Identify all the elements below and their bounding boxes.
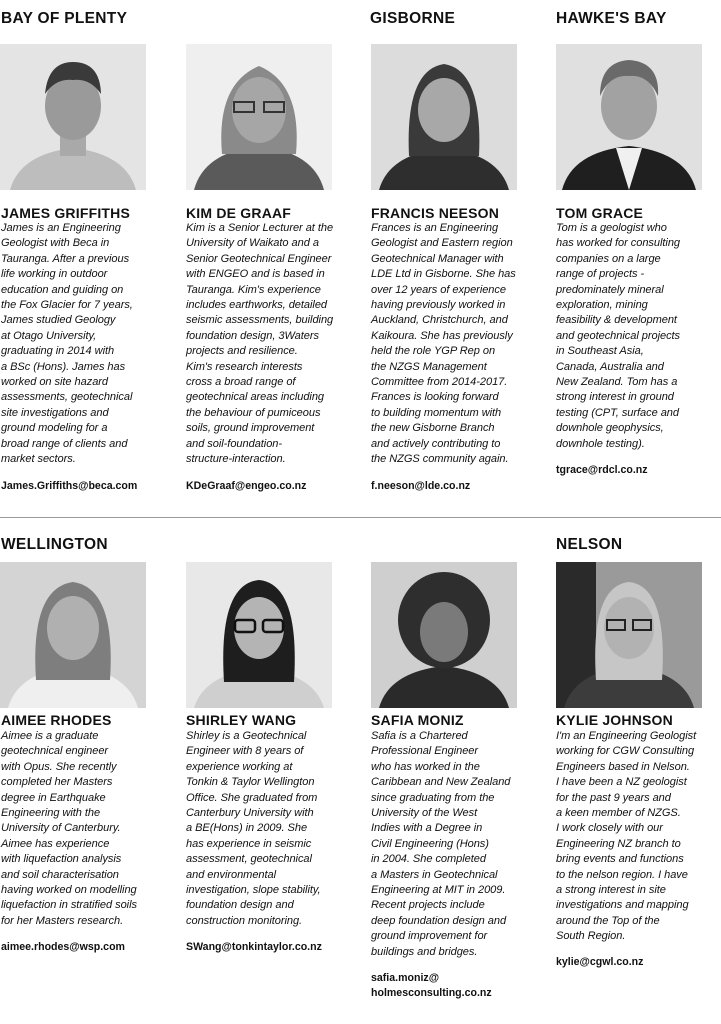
person-name: JAMES GRIFFITHS xyxy=(1,205,131,221)
person-bio: Kim is a Senior Lecturer at the University of Waikato and a Senior Geotechnical Engineer with ENGEO and is based in Tauranga. Kim's experience includes earthworks, detailed seismic assessments, building foundation design, 3Waters projects and resilience. Kim's research interests cross a broad range of geotechnical areas including the behaviour of pumiceous soils, ground improvement and soil-foundation- structure-interaction. xyxy=(186,222,334,466)
email-link[interactable]: James.Griffiths@beca.com xyxy=(1,480,138,492)
email-link[interactable]: kylie@cgwl.co.nz xyxy=(556,956,644,968)
person-name: FRANCIS NEESON xyxy=(371,205,500,221)
photo-aimee-rhodes xyxy=(0,562,146,708)
section-divider xyxy=(0,517,721,518)
photo-safia-moniz xyxy=(371,562,517,708)
photo-tom-grace xyxy=(556,44,702,190)
photo-francis-neeson xyxy=(371,44,517,190)
person-name: TOM GRACE xyxy=(556,205,644,221)
person-name: KYLIE JOHNSON xyxy=(556,712,673,728)
person-name: SHIRLEY WANG xyxy=(186,712,297,728)
photo-james-griffiths xyxy=(0,44,146,190)
region-heading-wellington: WELLINGTON xyxy=(1,536,108,553)
person-name: SAFIA MONIZ xyxy=(371,712,464,728)
person-bio: Safia is a Chartered Professional Engineer who has worked in the Caribbean and New Zealand since graduating from the University of the West Indies with a Degree in Civil Engineering (Hons) in 2004. She completed a Masters in Geotechnical Engineering at MIT in 2009. Recent projects include deep foundation design and ground improvement for buildings and bridges. xyxy=(371,730,511,958)
person-bio: Aimee is a graduate geotechnical engineer with Opus. She recently completed her Masters degree in Earthquake Engineering with the University of Canterbury. Aimee has experience with liquefaction analysis and soil characterisation having worked on modelling liquefaction in stratified soils for her Masters research. xyxy=(1,730,137,927)
photo-shirley-wang xyxy=(186,562,332,708)
person-bio: I'm an Engineering Geologist working for CGW Consulting Engineers based in Nelson. I have been a NZ geologist for the past 9 years and a keen member of NZGS. I work closely with our Engineering NZ branch to bring events and functions to the nelson region. I have a strong interest in site investigations and mapping around the Top of the South Region. xyxy=(556,730,697,943)
photo-kim-de-graaf xyxy=(186,44,332,190)
email-link[interactable]: KDeGraaf@engeo.co.nz xyxy=(186,480,307,492)
region-heading-hawkes-bay: HAWKE'S BAY xyxy=(556,10,667,27)
person-bio: Shirley is a Geotechnical Engineer with 8 years of experience working at Tonkin & Taylor Wellington Office. She graduated from Canterbury University with a BE(Hons) in 2009. She has experience in seismic assessment, geotechnical and environmental investigation, slope stability, foundation design and construction monitoring. xyxy=(186,730,321,927)
person-bio: Frances is an Engineering Geologist and Eastern region Geotechnical Manager with LDE Ltd in Gisborne. She has over 12 years of experience having previously worked in Auckland, Christchurch, and Kaikoura. She has previously held the role YGP Rep on the NZGS Management Committee from 2014-2017. Frances is looking forward to building momentum with the new Gisborne Branch and actively contributing to the NZGS community again. xyxy=(371,222,516,466)
email-link[interactable]: aimee.rhodes@wsp.com xyxy=(1,941,125,953)
region-heading-gisborne: GISBORNE xyxy=(370,10,456,27)
email-link[interactable]: safia.moniz@ holmesconsulting.co.nz xyxy=(371,972,492,1000)
person-name: AIMEE RHODES xyxy=(1,712,112,728)
region-heading-bay-of-plenty: BAY OF PLENTY xyxy=(1,10,128,27)
email-link[interactable]: SWang@tonkintaylor.co.nz xyxy=(186,941,322,953)
region-heading-nelson: NELSON xyxy=(556,536,623,553)
person-bio: Tom is a geologist who has worked for consulting companies on a large range of projects - predominately mineral exploration, mining feasibility & development and geotechnical projects in Southeast Asia, Canada, Australia and New Zealand. Tom has a strong interest in ground testing (CPT, surface and downhole geophysics, downhole testing). xyxy=(556,222,681,450)
email-link[interactable]: f.neeson@lde.co.nz xyxy=(371,480,471,492)
person-name: KIM DE GRAAF xyxy=(186,205,292,221)
photo-kylie-johnson xyxy=(556,562,702,708)
person-bio: James is an Engineering Geologist with Beca in Tauranga. After a previous life working in outdoor education and guiding on the Fox Glacier for 7 years, James studied Geology at Otago University, graduating in 2014 with a BSc (Hons). James has worked on site hazard assessments, geotechnical site investigations and ground modeling for a broad range of clients and market sectors. xyxy=(1,222,133,466)
email-link[interactable]: tgrace@rdcl.co.nz xyxy=(556,464,648,476)
